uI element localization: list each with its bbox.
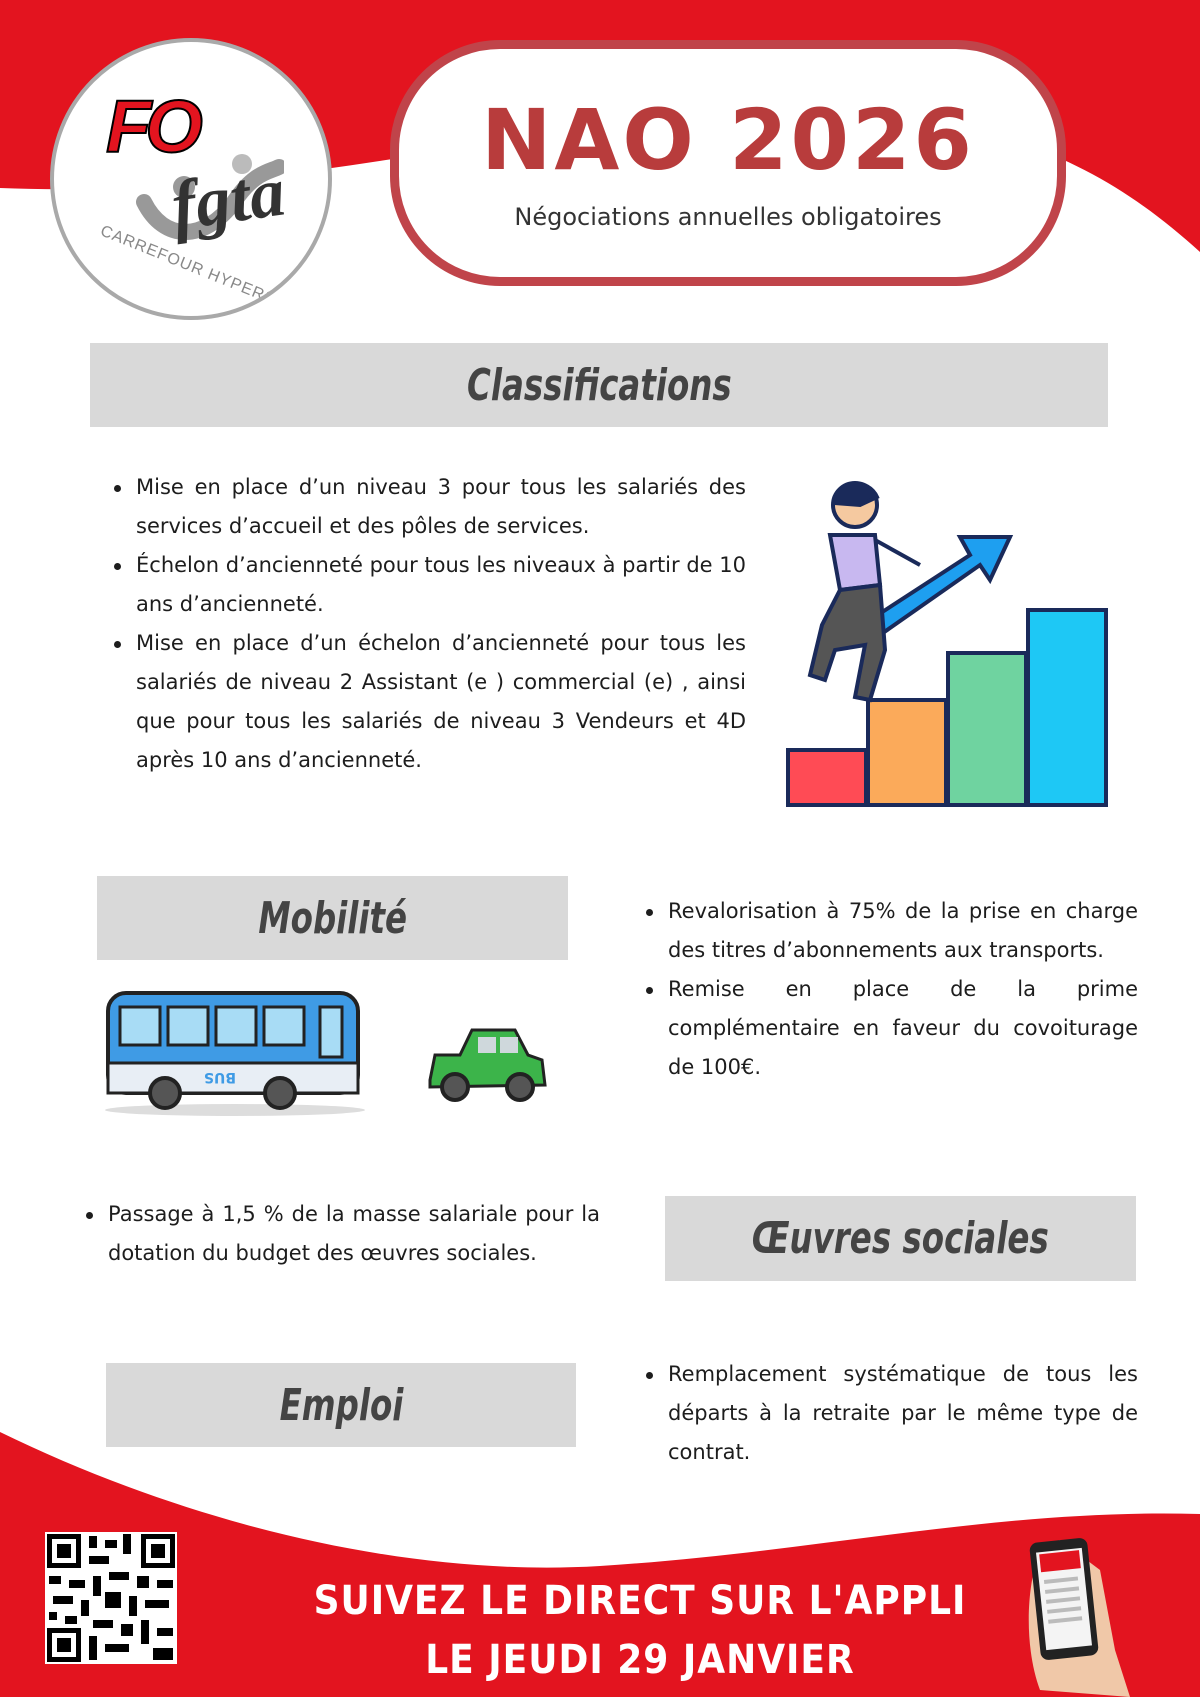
- section-heading-oeuvres-sociales: Œuvres sociales: [665, 1196, 1136, 1281]
- section-heading-emploi: Emploi: [106, 1363, 576, 1447]
- mobilite-list: [640, 892, 1138, 1087]
- logo-fo-text: FO: [106, 85, 197, 168]
- career-stairs-illustration: [780, 475, 1115, 815]
- page-subtitle: Négociations annuelles obligatoires: [514, 203, 942, 231]
- list-item: Mise en place d’un niveau 3 pour tous les salariés des services d’accueil et des pôles de services.: [108, 468, 746, 546]
- list-item: Échelon d’ancienneté pour tous les niveaux à partir de 10 ans d’ancienneté.: [108, 546, 746, 624]
- footer-line-1: SUIVEZ LE DIRECT SUR L'APPLI: [313, 1578, 967, 1624]
- list-item: Revalorisation à 75% de la prise en charge des titres d’abonnements aux transports.: [640, 892, 1138, 970]
- logo-fgta-text: fgta: [167, 153, 290, 246]
- fo-fgta-logo: [50, 38, 332, 320]
- list-item: Remise en place de la prime complémentaire en faveur du covoiturage de 100€.: [640, 970, 1138, 1087]
- logo-caption: CARREFOUR HYPERS: [97, 222, 279, 309]
- classifications-list: [108, 468, 746, 780]
- bus-label: BUS: [203, 1069, 236, 1085]
- bus-illustration: [100, 985, 375, 1120]
- footer-line-2: LE JEUDI 29 JANVIER: [425, 1637, 855, 1683]
- car-illustration: [420, 1025, 555, 1110]
- phone-in-hand-illustration: [1020, 1530, 1130, 1697]
- qr-code[interactable]: [45, 1532, 177, 1664]
- title-box: [390, 40, 1066, 286]
- section-heading-classifications: Classifications: [90, 343, 1108, 427]
- page-title: NAO 2026: [481, 91, 975, 189]
- list-item: Passage à 1,5 % de la masse salariale pour la dotation du budget des œuvres sociales.: [80, 1195, 600, 1273]
- emploi-list: [640, 1355, 1138, 1472]
- oeuvres-list: [80, 1195, 600, 1273]
- list-item: Mise en place d’un échelon d’ancienneté pour tous les salariés de niveau 2 Assistant (e ) commercial (e) , ainsi que pour tous les salariés de niveau 3 Vendeurs et 4D après 10 ans d’ancienneté.: [108, 624, 746, 780]
- section-heading-mobilite: Mobilité: [97, 876, 568, 960]
- list-item: Remplacement systématique de tous les départs à la retraite par le même type de contrat.: [640, 1355, 1138, 1472]
